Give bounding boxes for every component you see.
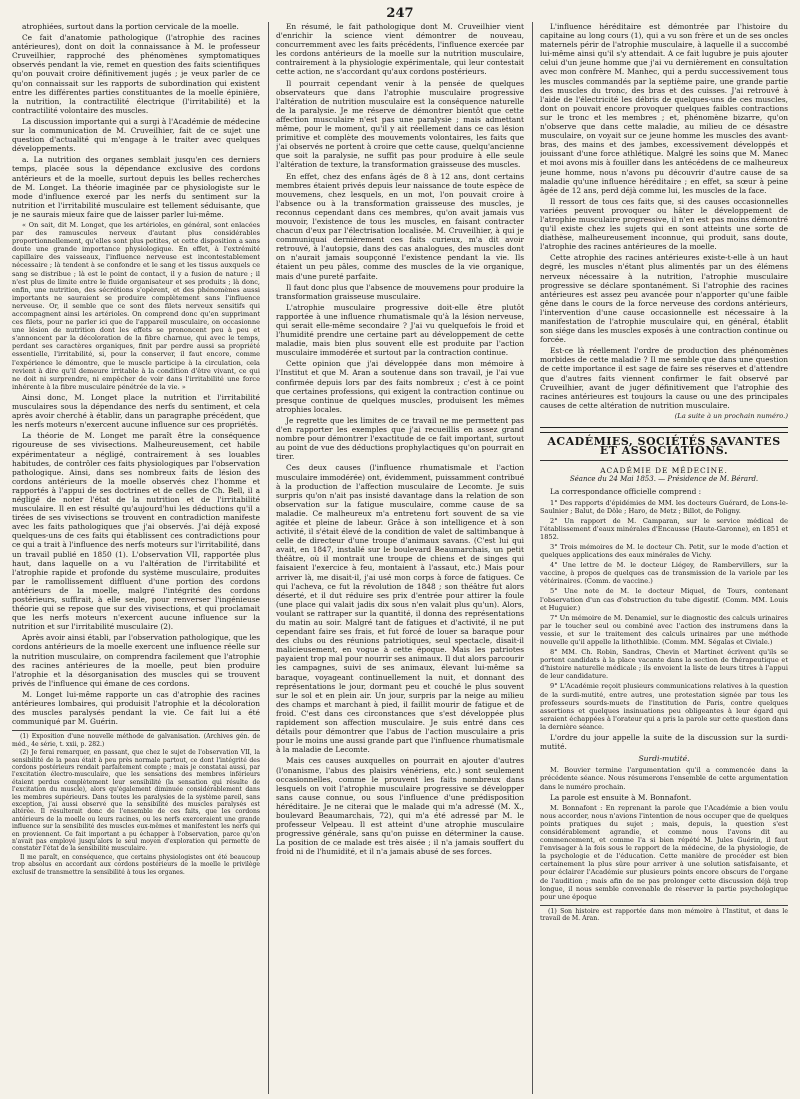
session-item: 9° L'Académie reçoit plusieurs communications relatives à la question de la surdi-mutité, entre autres, une protestation signée par tous les professeurs sourds-muets de l'institution de Paris, contre quelques assertions et quelques insinuations peu obligeantes à leur égard qui seraient échappées à l'orateur qui a pris la parole sur cette question dans la dernière séance. (540, 682, 788, 731)
paragraph: La discussion importante qui a surgi à l'Académie de médecine sur la communication de M. Cruveilhier, fait de ce sujet une question d'actualité qui m'engage à le traiter avec quelques développements. (12, 116, 260, 154)
column-rule (268, 22, 269, 1094)
paragraph: M. Bouvier termine l'argumentation qu'il a commencée dans la précédente séance. Nous résumerons l'ensemble de cette argumentation dans le numéro prochain. (540, 766, 788, 791)
paragraph: atrophiées, surtout dans la portion cervicale de la moelle. (22, 22, 239, 31)
session-item: 8° MM. Ch. Robin, Sandras, Chevin et Martinet écrivent qu'ils se portent candidats à la place vacante dans la section de thérapeutique et d'histoire naturelle médicale ; ils envoient la liste de leurs titres à l'appui de leur candidature. (540, 648, 788, 681)
footnote: (1) Exposition d'une nouvelle méthode de galvanisation. (Archives gén. de méd., 4e série, t. xxii, p. 282.) (12, 733, 260, 748)
paragraph: Cette atrophie des racines antérieures existe-t-elle à un haut degré, les muscles n'étant plus alimentés par un des élémens nerveux nécessaire à la nutrition, l'atrophie musculaire progressive se déclare spontanément. Si l'atrophie des racines antérieures est assez peu avancée pour n'apporter qu'une faible gêne dans le cours de la force nerveuse des cordons antérieurs, l'intervention d'une cause occasionnelle est nécessaire à la manifestation de l'atrophie musculaire qui, en général, établit son siége dans les muscles exposés à une contraction continue ou forcée. (540, 253, 788, 345)
session-item: 5° Une note de M. le docteur Miquel, de Tours, contenant l'observation d'un cas d'obstruction du tube digestif. (Comm. MM. Louis et Huguier.) (540, 587, 788, 612)
paragraph: Il faut donc plus que l'absence de mouvemens pour produire la transformation graisseuse musculaire. (276, 282, 524, 301)
paragraph: La théorie de M. Longet me paraît être la conséquence rigoureuse de ses vivisections. Malheureusement, cet habile expérimentateur a négligé, contrairement à ses louables habitudes, de contrôler ces faits physiologiques par l'observation pathologique. Ainsi, dans ses nombreux faits de lésion des cordons antérieurs de la moelle observés chez l'homme et rapportés à l'appui de ses doctrines et de celles de Ch. Bell, il a négligé de noter l'état de la nutrition et de l'irritabilité musculaire. Il en est résulté qu'aujourd'hui les déductions qu'il a tirées de ses vivisections se trouvent en contradiction manifeste avec les faits pathologiques que j'ai observés. J'ai déjà exposé quelques-uns de ces faits qui établissent ces contradictions pour ce qui a trait à l'influence des nerfs moteurs sur l'irritabilité, dans un travail publié en 1850 (1). L'observation VII, rapportée plus haut, dans laquelle on a vu l'altération de l'irritabilité et l'atrophie rapide et profonde du système musculaire, produites par le ramollissement diffluent d'une portion des cordons antérieurs de la moelle, malgré l'intégrité des cordons postérieurs, suffirait, à elle seule, pour renverser l'ingénieuse théorie qui se repose que sur des vivisections, et qui proclamait que les nerfs moteurs n'exercent aucune influence sur la nutrition et sur l'irritabilité musculaire (2). (12, 431, 260, 632)
session-item: 7° Un mémoire de M. Denamiel, sur le diagnostic des calculs urinaires par le toucher seul ou combiné avec l'action des instrumens dans la vessie, et sur le traitement des calculs urinaires par une méthode nouvelle qu'il appelle la lithothlibie. (Comm. MM. Ségalas et Civiale.) (540, 613, 788, 646)
footnotes (12, 730, 260, 876)
paragraph: L'influence héréditaire est démontrée par l'histoire du capitaine au long cours (1), qui a vu son frère et un de ses oncles maternels périr de l'atrophie musculaire, à laquelle il a succombé lui-même ainsi qu'il s'y attendait. A ce fait lugubre je puis ajouter celui d'un jeune homme que j'ai vu dernièrement en consultation avec mon confrère M. Manhec, qui a perdu successivement tous les muscles commandés par la septième paire, une grande partie des muscles du tronc, des bras et des cuisses. J'ai retrouvé à l'aide de l'électricité les débris de quelques-uns de ces muscles, dont on pouvait encore provoquer quelques faibles contractions sur le tronc et les membres ; et, phénomène bizarre, qu'on n'observe que dans cette maladie, au milieu de ce désastre musculaire, on voyait sur ce jeune homme les muscles des avant-bras, des mains et des jambes, excessivement développés et jouissant d'une force athlétique. Malgré les soins que M. Manec et moi avons mis à fouiller dans les antécédens de ce malheureux jeune homme, nous n'avons pu découvrir d'autre cause de sa maladie qu'une influence héréditaire ; en effet, sa sœur à peine âgée de 12 ans, perd déjà comme lui, les muscles de la face. (540, 22, 788, 195)
session-paragraph: La correspondance officielle comprend : (550, 487, 702, 497)
paragraph: Ces deux causes (l'influence rhumatismale et l'action musculaire immodérée) ont, évidemment, puissamment contribué à la production de l'affection musculaire de Lecomte. Je suis surpris qu'on n'ait pas insisté davantage dans la relation de son observation sur la fatigue musculaire, comme cause de sa maladie. Ce malheureux m'a entretenu fort souvent de sa vie agitée et pleine de labeur. Grâce à son intelligence et à son activité, il s'était élevé de la condition de valet de saltimbanque à celle de directeur d'une troupe d'animaux savans. (C'est lui qui avait, en 1847, installé sur le boulevard Beaumarchais, un petit théâtre, où il montrait une troupe de chiens et de singes qui faisaient l'exercice à feu, montaient à l'assaut, etc.) Mais pour arriver là, me disait-il, j'ai usé mon corps à force de fatigues. Ce qui l'acheva, ce fut la révolution de 1848 ; son théâtre fut alors déserté, et il dut réduire ses prix d'entrée pour attirer la foule (une place qui valait jadis dix sous n'en valait plus qu'un). Alors, voulant se rattraper sur la quantité, il donna des représentations du matin au soir. Malgré tant de fatigues et d'activité, il ne put cependant faire ses frais, et fut forcé de louer sa baraque pour des clubs ou des réunions patriotiques, seul spectacle, disait-il malicieusement, en vogue à cette époque. Mais les patriotes payaient trop mal pour nourrir ses animaux. Il dut alors parcourir les campagnes, suivi de ses animaux, élevant lui-même sa baraque, voyageant continuellement la nuit, et donnant des représentations le jour, dormant peu et couché le plus souvent sur le sol et en plein air. Un jour, surpris par la neige au milieu des champs et marchant à pied, il faillit mourir de fatigue et de froid. C'est dans ces circonstances que s'est développée plus rapidement son affection musculaire. Je suis entré dans ces détails pour démontrer que l'abus de l'action musculaire a pris pour le moins une aussi grande part que l'influence rhumatismale à la maladie de Lecomte. (276, 463, 524, 755)
session-paragraph: L'ordre du jour appelle la suite de la discussion sur la surdi-mutité. (540, 733, 788, 752)
session-item: 4° Une lettre de M. le docteur Liégey, de Rambervillers, sur la vaccine, à propos de quelques cas de transmission de la variole par les vétérinaires. (Comm. de vaccine.) (540, 561, 788, 586)
page-number: 247 (386, 6, 414, 21)
subheading: Surdi-mutité. (638, 754, 690, 764)
paragraph: En effet, chez des enfans âgés de 8 à 12 ans, dont certains membres étaient privés depuis leur naissance de toute espèce de mouvemens, chez lesquels, en un mot, l'on pouvait croire à l'absence ou à la transformation graisseuse des muscles, je reconnus cependant dans ces membres, qu'on avait jamais vus mouvoir, l'existence de tous les muscles, en faisant contracter chacun d'eux par l'électrisation localisée. M. Cruveilhier, à qui je communiquai dernièrement ces faits curieux, m'a dit avoir retrouvé, à l'autopsie, dans des cas analogues, des muscles dont on n'aurait jamais soupçonné l'existence pendant la vie. Ils étaient un peu pâles, comme des muscles de la vie organique, mais d'une pureté parfaite. (276, 171, 524, 281)
footnote: Il me paraît, en conséquence, que certains physiologistes ont été beaucoup trop absolus en accordant aux cordons postérieurs de la moelle le privilège exclusif de transmettre la sensibilité à tous les organes. (12, 853, 260, 876)
academy-title: ACADÉMIE DE MÉDECINE. (600, 466, 728, 476)
paragraph: L'atrophie musculaire progressive doit-elle être plutôt rapportée à une influence rhumatismale qu'à la lésion nerveuse, qui serait elle-même secondaire ? J'ai vu quelquefois le froid et l'humidité prendre une certaine part au développement de cette maladie, mais bien plus souvent elle est produite par l'action musculaire immodérée et surtout par la contraction continue. (276, 302, 524, 358)
footnotes (540, 905, 788, 923)
quotation: « On sait, dit M. Longet, que les artérioles, en général, sont enlacées par des ramuscules nerveux d'autant plus considérables proportionnellement, qu'elles sont plus petites, et cette disposition a sans doute une grande importance physiologique. En effet, à l'extrémité capillaire des vaisseaux, l'influence nerveuse est incontestablement nécessaire ; là tendent à se confondre et le sang et les tissus auxquels ce sang se distribue ; là est le point de contact, il y a fusion de nature ; il n'est plus de limite entre le fluide organisateur et ses produits ; là donc, enfin, une nutrition, des sécrétions s'opèrent, et des phénomènes aussi importants ne sauraient se produire complètement sans l'influence nerveuse. Or, il semble que ce sont des filets nerveux sensitifs qui accompagnent ainsi les artérioles. On comprend donc qu'en supprimant ces filets, pour ne parler ici que de l'appareil musculaire, on occasionne une lésion de nutrition dont les effets se prononcent peu à peu et s'annoncent par la décoloration de la fibre charnue, qui avec le temps, perdant ses caractères organiques, finit par perdre aussi sa propriété essentielle, l'irritabilité, si, pour la conserver, il faut encore, comme l'expérience le démontre, que le muscle participe à la circulation, cela revient à dire qu'il demeure irritable à la condition d'être vivant, ce qui ne doit ni surprendre, ni empêcher de voir dans l'irritabilité une force inhérente à la fibre musculaire pénétrée de la vie. » (12, 220, 260, 391)
paragraph: Mais ces causes auxquelles on pourrait en ajouter d'autres (l'onanisme, l'abus des plaisirs vénériens, etc.) sont seulement occasionnelles, comme le prouvent les faits nombreux dans lesquels on voit l'atrophie musculaire progressive se développer sans cause connue, ou sous l'influence d'une prédisposition héréditaire. Je ne citerai que le malade qui m'a adressé (M. X., boulevard Beaumarchais, 72), qui m'a été adressé par M. le professeur Velpeau. Il est atteint d'une atrophie musculaire progressive générale, sans qu'on puisse en déterminer la cause. La position de ce malade est très aisée ; il n'a jamais souffert du froid ni de l'humidité, et il n'a jamais abusé de ses forces. (276, 756, 524, 857)
column-right (540, 22, 788, 1094)
paragraph: Est-ce là réellement l'ordre de production des phénomènes morbides de cette maladie ? Il me semble que dans une question de cette importance il est sage de faire ses réserves et d'attendre que d'autres faits viennent confirmer le fait observé par Cruveilhier, avant de juger définitivement que l'atrophie des racines antérieures est toujours la cause ou une des principales causes de cette altération de nutrition musculaire. (540, 346, 788, 410)
paragraph: Cette opinion que j'ai développée dans mon mémoire à l'Institut et que M. Aran a soutenue dans son travail, je l'ai vue confirmée depuis lors par des faits nombreux ; c'est à ce point que certaines professions, qui exigent la contraction continue ou presque continue de quelques muscles, produisent les mêmes atrophies locales. (276, 359, 524, 414)
session-item: 2° Un rapport de M. Camparan, sur le service médical de l'établissement d'eaux minérales d'Encausse (Haute-Garonne), en 1851 et 1852. (540, 516, 788, 541)
paragraph: En résumé, le fait pathologique dont M. Cruveilhier vient d'enrichir la science vient démontrer de nouveau, concurremment avec les faits précédents, l'influence exercée par les cordons antérieurs de la moelle sur la nutrition musculaire, contrairement à la physiologie expérimentale, qui leur contestait cette action, ne s'accordant qu'aux cordons postérieurs. (276, 22, 524, 77)
paragraph: a. La nutrition des organes semblait jusqu'en ces derniers temps, placée sous la dépendance exclusive des cordons antérieurs et de la moelle, surtout depuis les belles recherches de M. Longet. La théorie imaginée par ce physiologiste sur le mode d'influence exercé par les nerfs du sentiment sur la nutrition et l'irritabilité musculaire est tellement séduisante, que je ne saurais mieux faire que de laisser parler lui-même. (12, 155, 260, 219)
paragraph: Après avoir ainsi établi, par l'observation pathologique, que les cordons antérieurs de la moelle exercent une influence réelle sur la nutrition musculaire, on comprendra facilement que l'atrophie des racines antérieures de la moelle, peut bien produire l'atrophie et la désorganisation des muscles qui se trouvent privés de l'influence qui émane de ces cordons. (12, 633, 260, 688)
paragraph: M. Bonnafont : En reprenant la parole que l'Académie a bien voulu nous accorder, nous n'avions l'intention de nous occuper que de quelques points pratiques du sujet ; mais, depuis, la question s'est considérablement agrandie, et comme nous l'avons dit au commencement, et comme l'a si bien répété M. Jules Guérin, il faut l'envisager à la fois sous le rapport de la médecine, de la physiologie, de la psychologie et de l'éducation. Cette manière de procéder est bien certainement la plus sûre pour arriver à une solution satisfaisante, et pour éclairer l'Académie sur plusieurs points encore obscurs de l'organe de l'audition ; mais afin de ne pas prolonger cette discussion déjà trop longue, il nous semble convenable de réserver la partie psychologique pour une époque (540, 803, 788, 901)
session-item: 1° Des rapports d'épidémies de MM. les docteurs Guérard, de Lons-le-Saulnier ; Balut, de Dôle ; Haro, de Metz ; Billot, de Poligny. (540, 498, 788, 515)
divider (540, 460, 788, 461)
session-date: Séance du 24 Mai 1853. — Présidence de M. Bérard. (569, 475, 759, 484)
column-left (12, 22, 260, 1094)
section-title: ACADÉMIES, SOCIÉTÉS SAVANTES ET ASSOCIATIONS. (547, 435, 781, 458)
paragraph: Il ressort de tous ces faits que, si des causes occasionnelles variées peuvent provoquer ou hâter le développement de l'atrophie musculaire progressive, il n'en est pas moins démontré qu'il existe chez les sujets qui en sont atteints une sorte de diathèse, malheureusement inconnue, qui produit, sans doute, l'atrophie des racines antérieures de la moelle. (540, 196, 788, 252)
paragraph: La parole est ensuite à M. Bonnafont. (550, 792, 692, 802)
paragraph: Je regrette que les limites de ce travail ne me permettent pas d'en rapporter les exemples que j'ai recueillis en assez grand nombre pour démontrer l'exactitude de ce fait important, surtout au point de vue des déductions prophylactiques qu'on pourrait en tirer. (276, 415, 524, 462)
session-item: 3° Trois mémoires de M. le docteur Ch. Petit, sur le mode d'action et quelques applications des eaux minérales de Vichy. (540, 542, 788, 560)
paragraph: M. Longet lui-même rapporte un cas d'atrophie des racines antérieures lombaires, qui produisit l'atrophie et la décoloration des muscles paralysés pendant la vie. Ce fait lui a été communiqué par M. Guérin. (12, 689, 260, 727)
footnote: (1) Son histoire est rapportée dans mon mémoire à l'Institut, et dans le travail de M. Aran. (540, 907, 788, 923)
paragraph: Ce fait d'anatomie pathologique (l'atrophie des racines antérieures), dont on doit la connaissance à M. le professeur Cruveilhier, rapproché des phénomènes symptomatiques observés pendant la vie, remet en question des faits scientifiques qu'on pouvait croire définitivement jugés ; je veux parler de ce qu'on connaissait sur les rapports de subordination qui existent entre les différentes parties constituantes de la moelle épinière, la nutrition, la contractilité électrique (l'irritabilité) et la contractilité volontaire des muscles. (12, 33, 260, 115)
column-middle (276, 22, 524, 1094)
continued-note: (La suite à un prochain numéro.) (674, 411, 788, 420)
paragraph: Ainsi donc, M. Longet place la nutrition et l'irritabilité musculaires sous la dépendance des nerfs du sentiment, et cela après avoir cherché à établir, dans un paragraphe précédent, que les nerfs moteurs n'exercent aucune influence sur ces propriétés. (12, 392, 260, 430)
section-divider (540, 427, 788, 433)
footnote: (2) Je ferai remarquer, en passant, que chez le sujet de l'observation VII, la sensibilité de la peau était à peu près normale partout, ce dont l'intégrité des cordons postérieurs rendait parfaitement compte ; mais je constatai aussi, par l'excitation électro-musculaire, que les sensations des membres inférieurs étaient perdus complètement leur sensibilité (la sensation qui résulte de l'excitation du muscle), alors qu'également diminuée considérablement dans les membres supérieurs. Dans toutes les paralysies de la système pareil, sans exception, j'ai aussi observé que la sensibilité des muscles paralysés est altérée. Il résulterait donc de l'ensemble de ces faits, que les cordons antérieurs de la moelle ou leurs racines, ou les nerfs exerceraient une grande influence sur la sensibilité des muscles eux-mêmes et manifestent les nerfs qui en proviennent. Ce fait important a pu échapper à l'observation, parce qu'on n'avait pas employé jusqu'alors le seul moyen d'exploration qui permette de constater l'état de la sensibilité musculaire. (12, 749, 260, 853)
column-rule (532, 22, 533, 1094)
paragraph: Il pourrait cependant venir à la pensée de quelques observateurs que dans l'atrophie musculaire progressive l'altération de nutrition musculaire est la conséquence naturelle de la paralysie. Je me réserve de démontrer bientôt que cette affection musculaire n'est pas une paralysie ; mais admettant même, pour le moment, qu'il y ait réellement dans ce cas lésion primitive et complète des mouvements volontaires, les faits que j'ai observés ne portent à croire que cette cause, quelqu'ancienne que soit la paralysie, ne suffit pas pour produire à elle seule l'altération de texture, la transformation graisseuse des muscles. (276, 78, 524, 170)
